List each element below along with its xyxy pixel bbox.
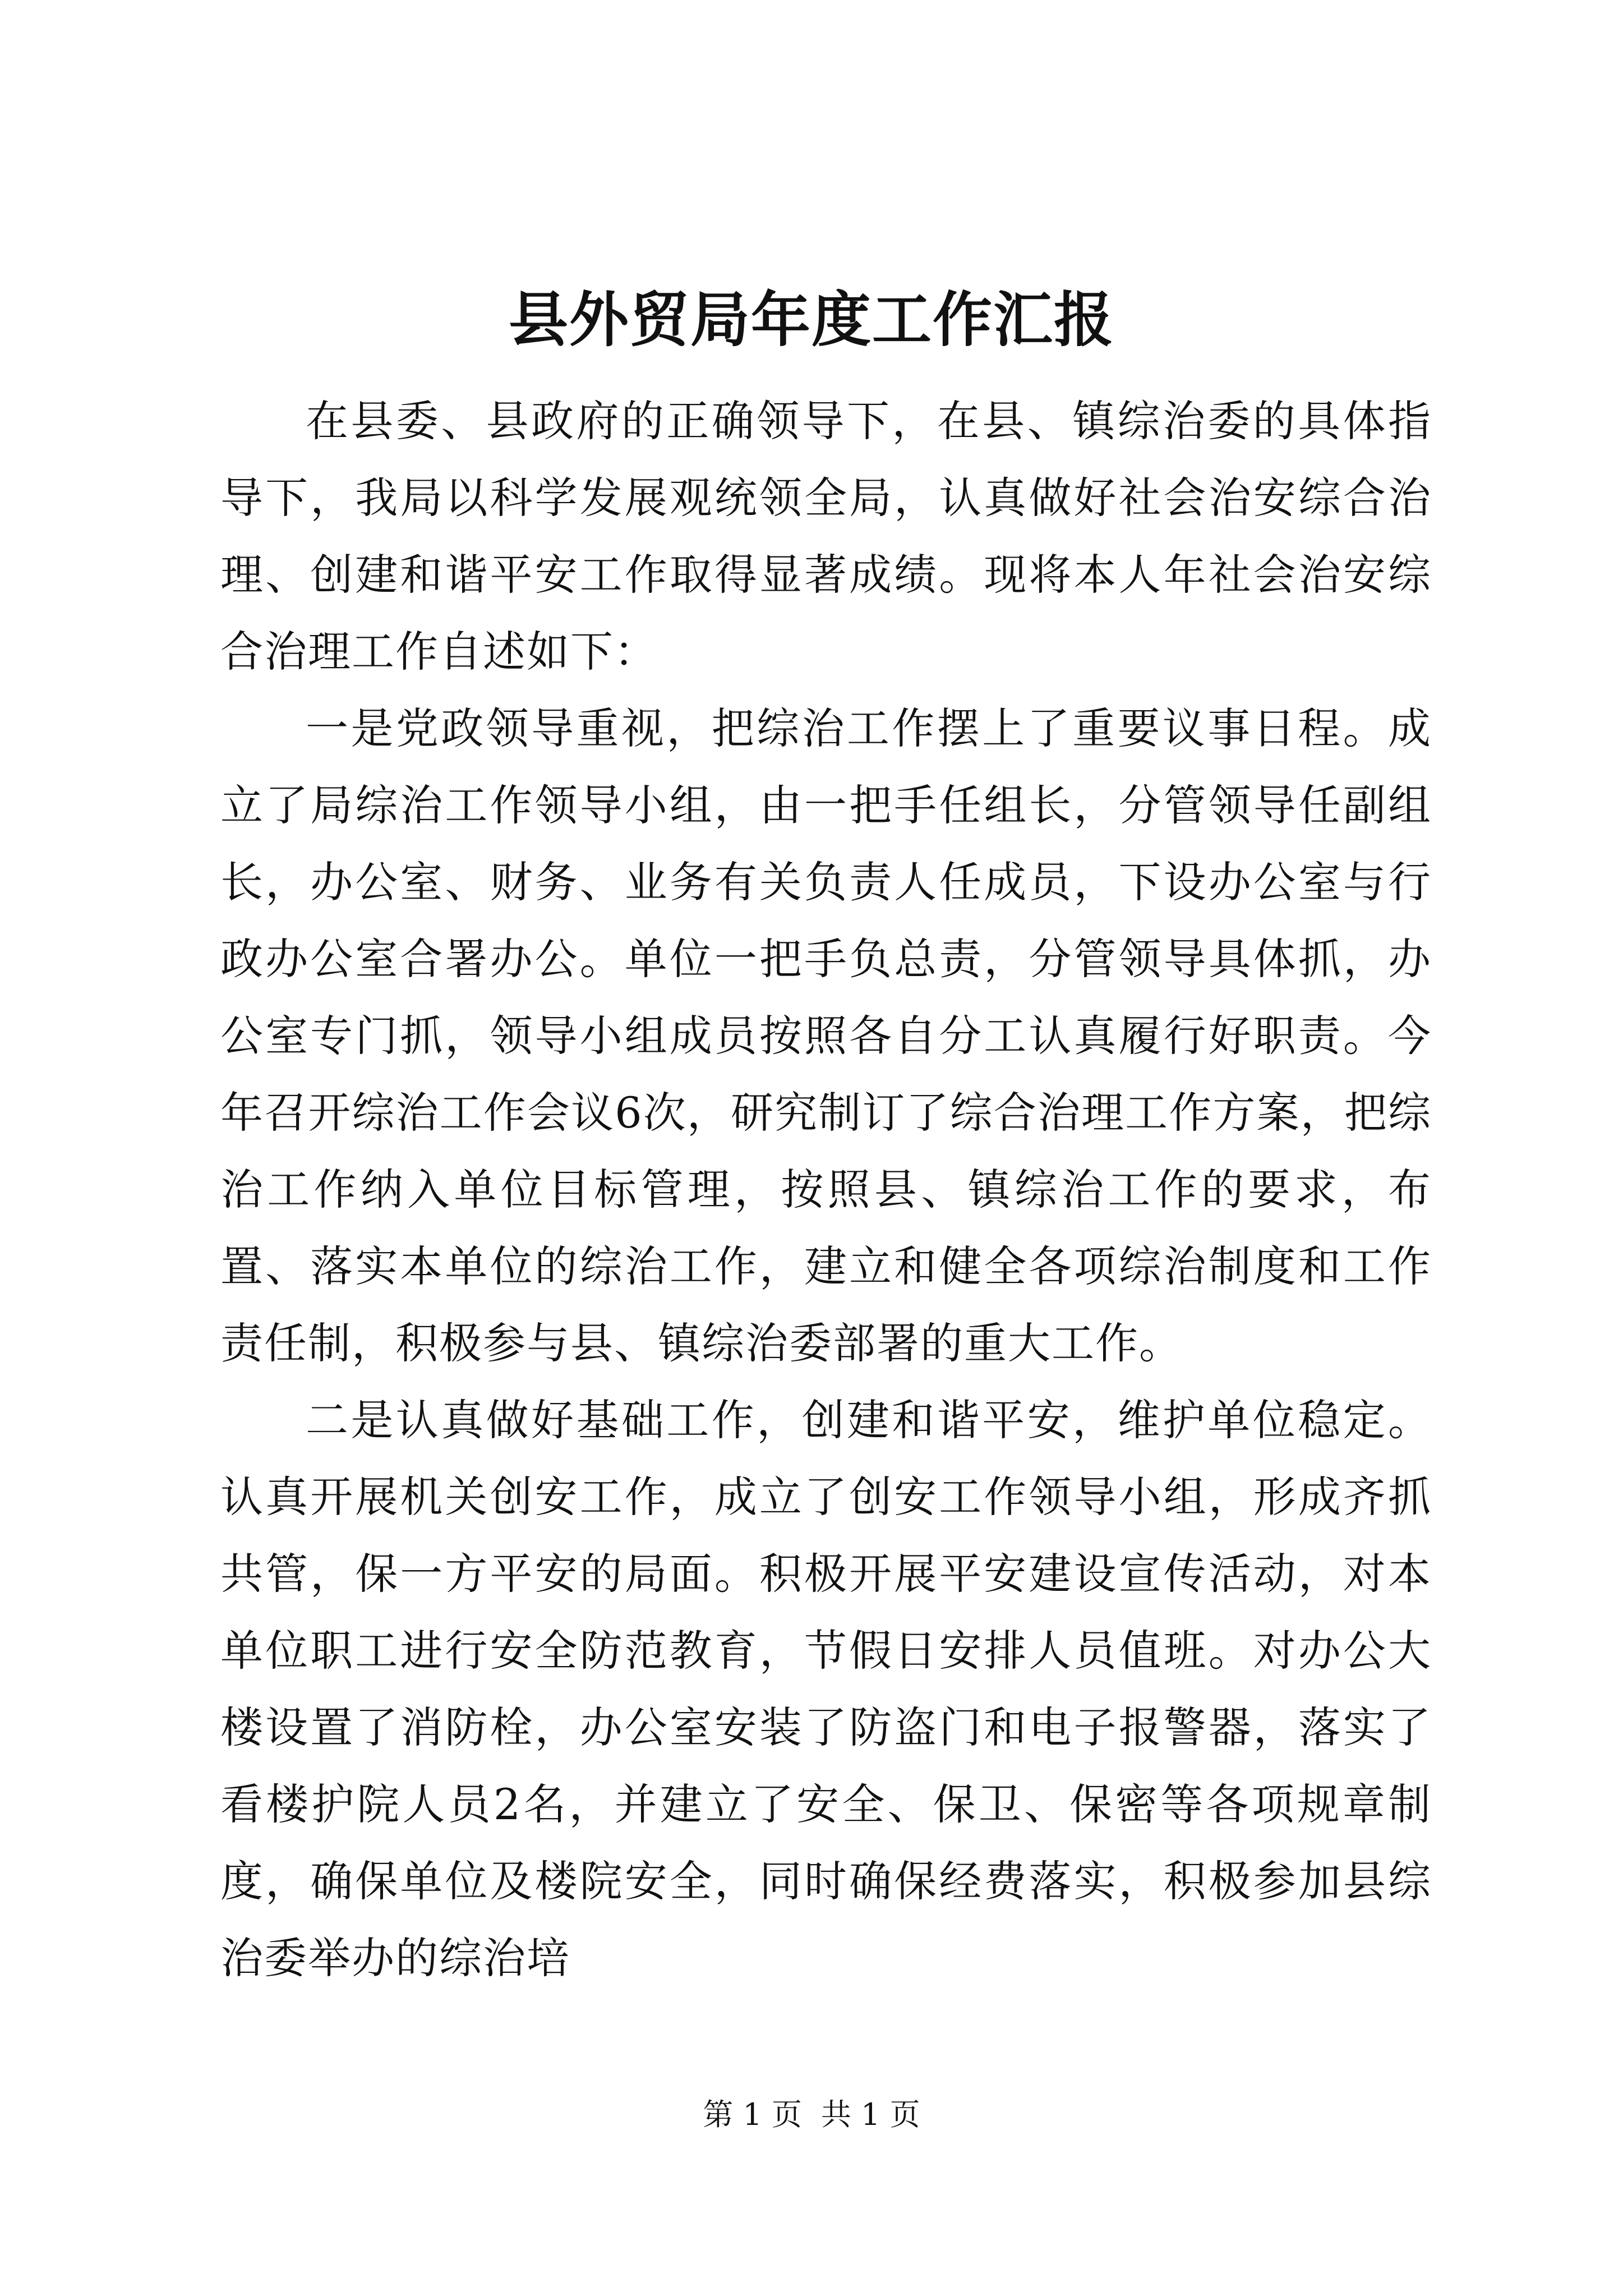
paragraph-foundation-work: 二是认真做好基础工作，创建和谐平安，维护单位稳定。认真开展机关创安工作，成立了创安工作领导小组，形成齐抓共管，保一方平安的局面。积极开展平安建设宣传活动，对本单位职工进行安全防范教育，节假日安排人员值班。对办公大楼设置了消防栓，办公室安装了防盗门和电子报警器，落实了看楼护院人员2名，并建立了安全、保卫、保密等各项规章制度，确保单位及楼院安全，同时确保经费落实，积极参加县综治委举办的综治培: [220, 1395, 1432, 1983]
paragraph-intro: 在县委、县政府的正确领导下，在县、镇综治委的具体指导下，我局以科学发展观统领全局，认真做好社会治安综合治理、创建和谐平安工作取得显著成绩。现将本人年社会治安综合治理工作自述如下：: [220, 396, 1432, 677]
page-number: 第 1 页: [703, 2097, 802, 2132]
page-footer: [0, 2092, 1623, 2137]
page-total: 共 1 页: [821, 2097, 920, 2132]
paragraph-leadership: 一是党政领导重视，把综治工作摆上了重要议事日程。成立了局综治工作领导小组，由一把手任组长，分管领导任副组长，办公室、财务、业务有关负责人任成员，下设办公室与行政办公室合署办公。单位一把手负总责，分管领导具体抓，办公室专门抓，领导小组成员按照各自分工认真履行好职责。今年召开综治工作会议6次，研究制订了综合治理工作方案，把综治工作纳入单位目标管理，按照县、镇综治工作的要求，布置、落实本单位的综治工作，建立和健全各项综治制度和工作责任制，积极参与县、镇综治委部署的重大工作。: [220, 703, 1432, 1368]
document-body: [220, 383, 1432, 1996]
page-title: 县外贸局年度工作汇报: [509, 284, 1114, 355]
